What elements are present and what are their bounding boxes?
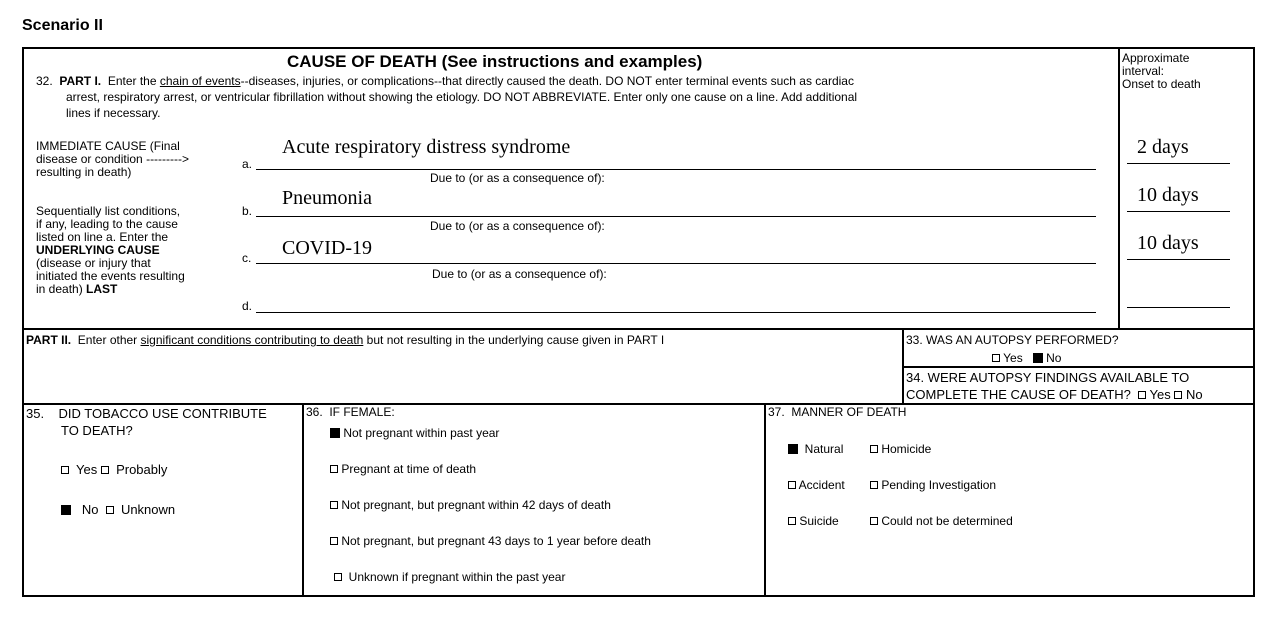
chain-of-events-link: chain of events	[159, 74, 241, 88]
seq-line6: initiated the events resulting	[36, 269, 185, 283]
autopsy-findings-q-line1: 34. WERE AUTOPSY FINDINGS AVAILABLE TO	[906, 370, 1190, 385]
manner-homicide	[870, 443, 931, 456]
tobacco-question-line1: 35. DID TOBACCO USE CONTRIBUTE	[26, 406, 267, 421]
due-to-label-2: Due to (or as a consequence of):	[430, 219, 605, 233]
scenario-title: Scenario II	[22, 17, 103, 34]
part2-text-pre: Enter other	[77, 333, 138, 347]
tobacco-row1	[61, 462, 167, 477]
seq-line4: UNDERLYING CAUSE	[36, 243, 160, 257]
manner-accident-checkbox[interactable]	[788, 481, 796, 489]
interval-d-rule	[1127, 307, 1230, 308]
female-question: 36. IF FEMALE:	[306, 405, 395, 419]
interval-b-rule	[1127, 211, 1230, 212]
autopsy-yes-label: Yes	[1003, 351, 1023, 365]
findings-yes-label: Yes	[1149, 387, 1171, 402]
interval-c-rule	[1127, 259, 1230, 260]
manner-undetermined-checkbox[interactable]	[870, 517, 878, 525]
immediate-line1: IMMEDIATE CAUSE (Final	[36, 139, 180, 153]
line-c-rule	[256, 263, 1096, 264]
line-b-rule	[256, 216, 1096, 217]
interval-header-line1: Approximate	[1122, 51, 1190, 65]
manner-suicide	[788, 515, 839, 528]
tobacco-yes-label: Yes	[76, 462, 98, 477]
due-to-label-1: Due to (or as a consequence of):	[430, 171, 605, 185]
tobacco-no-checkbox[interactable]	[61, 505, 71, 515]
autopsy-question: 33. WAS AN AUTOPSY PERFORMED?	[906, 333, 1119, 347]
female-opt4-label: Not pregnant, but pregnant 43 days to 1 year before death	[341, 534, 651, 548]
manner-suicide-checkbox[interactable]	[788, 517, 796, 525]
immediate-cause-label	[36, 140, 189, 179]
interval-header-line3: Onset to death	[1122, 77, 1201, 91]
female-opt1-label: Not pregnant within past year	[343, 426, 500, 440]
instr-line3: lines if necessary.	[66, 106, 161, 120]
autopsy-findings-q-text: COMPLETE THE CAUSE OF DEATH?	[906, 387, 1131, 402]
manner-natural-checkbox[interactable]	[788, 444, 798, 454]
findings-no-checkbox[interactable]	[1174, 391, 1182, 399]
female-opt5-checkbox[interactable]	[334, 573, 342, 581]
autopsy-no-label: No	[1046, 351, 1062, 365]
female-opt4-checkbox[interactable]	[330, 537, 338, 545]
line-letter-d: d.	[242, 299, 253, 313]
item-number: 32.	[36, 74, 53, 88]
tobacco-unknown-checkbox[interactable]	[106, 506, 114, 514]
female-option-2	[330, 463, 476, 476]
line-letter-a: a.	[242, 157, 253, 171]
interval-header-line2: interval:	[1122, 64, 1165, 78]
immediate-line3: resulting in death)	[36, 165, 132, 179]
cause-b-field[interactable]: Pneumonia	[282, 187, 372, 209]
tobacco-probably-label: Probably	[116, 462, 168, 477]
interval-header	[1122, 52, 1201, 91]
significant-conditions-link: significant conditions contributing to death	[140, 333, 364, 347]
instr-pre: Enter the	[107, 74, 157, 88]
tobacco-probably-checkbox[interactable]	[101, 466, 109, 474]
seq-line7-bold: LAST	[86, 282, 118, 296]
seq-line7: in death)	[36, 282, 83, 296]
female-opt3-label: Not pregnant, but pregnant within 42 days of death	[341, 498, 611, 512]
autopsy-mid-border	[902, 366, 1255, 368]
manner-suicide-label: Suicide	[799, 514, 839, 528]
tobacco-unknown-label: Unknown	[120, 502, 176, 517]
interval-a-rule	[1127, 163, 1230, 164]
female-option-4	[330, 535, 651, 548]
manner-undetermined	[870, 515, 1013, 528]
interval-b-field[interactable]: 10 days	[1137, 184, 1199, 206]
female-option-3	[330, 499, 611, 512]
part1-instructions	[36, 75, 1116, 88]
tobacco-yes-checkbox[interactable]	[61, 466, 69, 474]
manner-pending-label: Pending Investigation	[881, 478, 997, 492]
manner-undetermined-label: Could not be determined	[881, 514, 1013, 528]
manner-pending-checkbox[interactable]	[870, 481, 878, 489]
part1-label: PART I.	[59, 74, 102, 88]
cause-a-field[interactable]: Acute respiratory distress syndrome	[282, 136, 571, 158]
female-option-5	[334, 571, 565, 584]
autopsy-yes-checkbox[interactable]	[992, 354, 1000, 362]
seq-line5: (disease or injury that	[36, 256, 151, 270]
tobacco-question-line2: TO DEATH?	[61, 423, 133, 438]
due-to-label-3: Due to (or as a consequence of):	[432, 267, 607, 281]
seq-line3: listed on line a. Enter the	[36, 230, 169, 244]
part1-bottom-border	[22, 328, 1255, 330]
line-a-rule	[256, 169, 1096, 170]
seq-line2: if any, leading to the cause	[36, 217, 178, 231]
manner-pending	[870, 479, 996, 492]
findings-no-label: No	[1186, 387, 1203, 402]
interval-column-divider	[1118, 47, 1120, 330]
autopsy-no-checkbox[interactable]	[1033, 353, 1043, 363]
seq-line1: Sequentially list conditions,	[36, 204, 181, 218]
tobacco-no-label: No	[81, 502, 99, 517]
female-opt3-checkbox[interactable]	[330, 501, 338, 509]
manner-homicide-checkbox[interactable]	[870, 445, 878, 453]
cause-of-death-header: CAUSE OF DEATH (See instructions and examples)	[287, 52, 703, 71]
tobacco-divider	[302, 403, 304, 597]
female-opt2-label: Pregnant at time of death	[341, 462, 477, 476]
instr-line2: arrest, respiratory arrest, or ventricular fibrillation without showing the etiology. DO NOT ABBREVIATE. Enter only one cause on a line. Add additional	[66, 90, 858, 104]
manner-accident-label: Accident	[798, 478, 845, 492]
manner-homicide-label: Homicide	[881, 442, 932, 456]
female-opt2-checkbox[interactable]	[330, 465, 338, 473]
instr-post: --diseases, injuries, or complications--that directly caused the death. DO NOT enter terminal events such as cardiac	[240, 74, 854, 88]
death-certificate-form	[22, 47, 1255, 597]
line-letter-b: b.	[242, 204, 253, 218]
line-d-rule	[256, 312, 1096, 313]
tobacco-row2	[61, 502, 175, 517]
female-option-1	[330, 427, 499, 440]
manner-question: 37. MANNER OF DEATH	[768, 405, 907, 419]
line-letter-c: c.	[242, 251, 252, 265]
female-opt1-checkbox[interactable]	[330, 428, 340, 438]
manner-accident	[788, 479, 845, 492]
autopsy-options	[992, 352, 1061, 365]
interval-a-field[interactable]: 2 days	[1137, 136, 1189, 158]
part2-label: PART II.	[26, 333, 72, 347]
part2-instructions	[26, 334, 664, 347]
part2-text-post: but not resulting in the underlying cause given in PART I	[366, 333, 665, 347]
immediate-line2: disease or condition --------->	[36, 152, 190, 166]
findings-yes-checkbox[interactable]	[1138, 391, 1146, 399]
sequential-label	[36, 205, 185, 296]
cause-c-field[interactable]: COVID-19	[282, 237, 372, 259]
manner-natural-label: Natural	[804, 442, 844, 456]
female-opt5-label: Unknown if pregnant within the past year	[348, 570, 566, 584]
interval-c-field[interactable]: 10 days	[1137, 232, 1199, 254]
part2-bottom-border	[22, 403, 1255, 405]
autopsy-findings-q-line2	[906, 387, 1203, 402]
manner-natural	[788, 443, 843, 456]
female-divider	[764, 403, 766, 597]
